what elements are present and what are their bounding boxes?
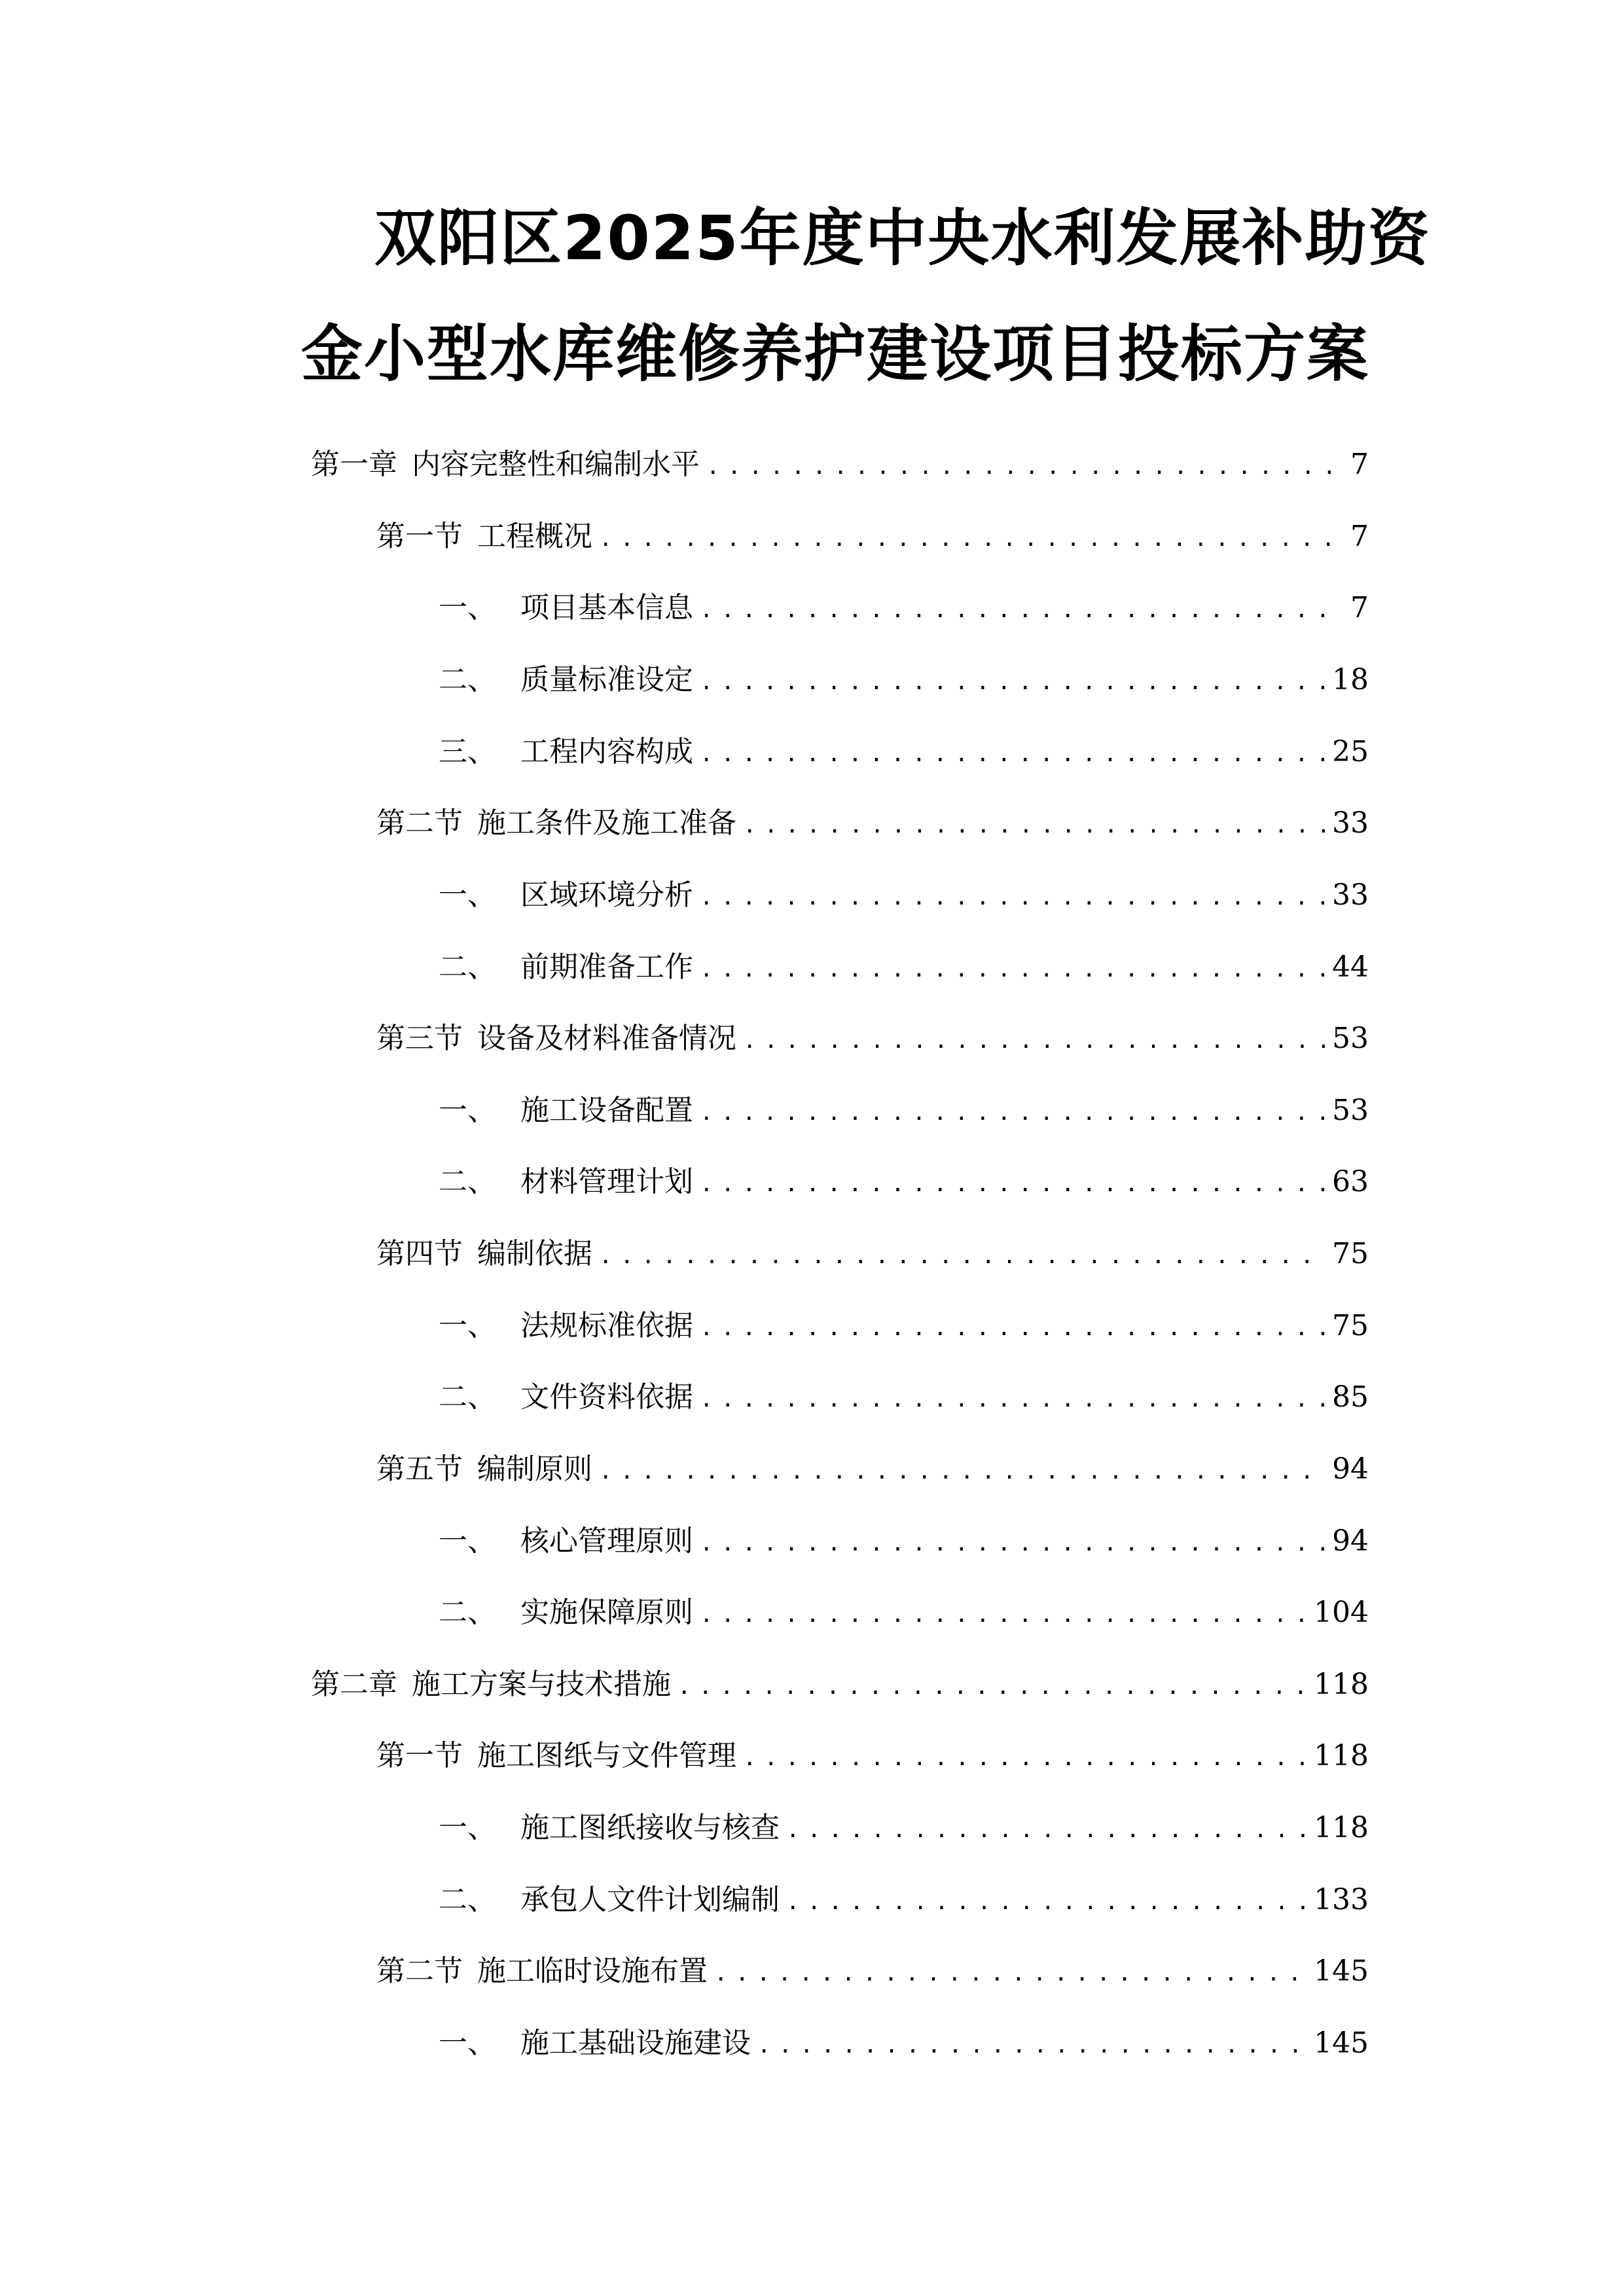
toc-entry-number: 二、 xyxy=(439,1596,496,1629)
document-title-line-1: 双阳区2025年度中央水利发展补助资 xyxy=(374,203,1431,274)
toc-dot-leader xyxy=(706,447,1343,486)
toc-entry-text: 施工图纸接收与核查 xyxy=(520,1811,780,1844)
toc-entry-text: 编制原则 xyxy=(477,1452,592,1486)
toc-entry-subsection[interactable] xyxy=(439,660,1369,700)
toc-entry-text: 实施保障原则 xyxy=(520,1596,693,1629)
document-title-line-2: 金小型水库维修养护建设项目投标方案 xyxy=(301,319,1370,390)
toc-dot-leader xyxy=(786,1810,1307,1850)
toc-dot-leader xyxy=(743,806,1326,845)
toc-entry-subsection[interactable] xyxy=(439,1593,1369,1632)
toc-dot-leader xyxy=(786,1882,1307,1922)
toc-entry-page: 7 xyxy=(1350,520,1369,553)
toc-dot-leader xyxy=(700,1308,1326,1348)
toc-entry-text: 内容完整性和编制水平 xyxy=(412,448,700,481)
toc-dot-leader xyxy=(700,590,1343,630)
toc-entry-page: 94 xyxy=(1332,1524,1369,1558)
toc-entry-page: 118 xyxy=(1314,1668,1369,1701)
toc-entry-number: 一、 xyxy=(439,1811,496,1844)
toc-entry-page: 145 xyxy=(1314,2026,1369,2060)
toc-entry-text: 承包人文件计划编制 xyxy=(520,1883,780,1916)
toc-entry-subsection[interactable] xyxy=(439,588,1369,628)
toc-entry-page: 7 xyxy=(1350,591,1369,624)
toc-entry-text: 核心管理原则 xyxy=(520,1524,693,1558)
toc-dot-leader xyxy=(700,734,1326,774)
toc-entry-section[interactable] xyxy=(376,1952,1369,1991)
toc-entry-text: 施工基础设施建设 xyxy=(520,2026,751,2060)
toc-dot-leader xyxy=(700,950,1326,989)
toc-entry-text: 施工条件及施工准备 xyxy=(477,806,736,840)
toc-entry-chapter[interactable] xyxy=(311,1665,1369,1704)
toc-entry-number: 一、 xyxy=(439,1094,496,1127)
toc-entry-page: 25 xyxy=(1332,735,1369,768)
toc-entry-page: 133 xyxy=(1314,1883,1369,1916)
toc-dot-leader xyxy=(700,1524,1326,1563)
toc-entry-number: 第二节 xyxy=(376,806,463,840)
toc-dot-leader xyxy=(700,662,1326,702)
toc-entry-text: 工程内容构成 xyxy=(520,735,693,768)
toc-entry-number: 第一节 xyxy=(376,520,463,553)
toc-entry-number: 第四节 xyxy=(376,1237,463,1270)
toc-dot-leader xyxy=(700,1093,1326,1132)
toc-entry-page: 75 xyxy=(1332,1309,1369,1342)
toc-entry-number: 第三节 xyxy=(376,1022,463,1055)
toc-entry-page: 118 xyxy=(1314,1739,1369,1772)
toc-entry-subsection[interactable] xyxy=(439,1378,1369,1417)
toc-entry-subsection[interactable] xyxy=(439,732,1369,772)
toc-dot-leader xyxy=(714,1954,1307,1993)
toc-entry-chapter[interactable] xyxy=(311,445,1369,484)
toc-entry-number: 第五节 xyxy=(376,1452,463,1486)
toc-entry-text: 文件资料依据 xyxy=(520,1380,693,1414)
toc-entry-text: 施工方案与技术措施 xyxy=(412,1668,671,1701)
toc-entry-text: 材料管理计划 xyxy=(520,1165,693,1198)
toc-entry-number: 二、 xyxy=(439,1380,496,1414)
toc-entry-number: 第一章 xyxy=(311,448,397,481)
toc-entry-text: 前期准备工作 xyxy=(520,950,693,984)
toc-entry-page: 94 xyxy=(1332,1452,1369,1486)
toc-entry-page: 7 xyxy=(1350,448,1369,481)
toc-dot-leader xyxy=(743,1738,1307,1778)
toc-entry-number: 二、 xyxy=(439,950,496,984)
toc-dot-leader xyxy=(743,1021,1326,1060)
toc-entry-section[interactable] xyxy=(376,1450,1369,1489)
toc-entry-page: 33 xyxy=(1332,878,1369,912)
toc-entry-section[interactable] xyxy=(376,804,1369,843)
toc-entry-text: 法规标准依据 xyxy=(520,1309,693,1342)
toc-entry-subsection[interactable] xyxy=(439,2024,1369,2063)
toc-entry-text: 工程概况 xyxy=(477,520,592,553)
toc-entry-page: 63 xyxy=(1332,1165,1369,1198)
toc-entry-text: 质量标准设定 xyxy=(520,663,693,696)
toc-dot-leader xyxy=(757,2026,1307,2065)
toc-entry-number: 第一节 xyxy=(376,1739,463,1772)
toc-entry-number: 第二节 xyxy=(376,1954,463,1988)
toc-dot-leader xyxy=(677,1667,1307,1706)
toc-entry-number: 第二章 xyxy=(311,1668,397,1701)
toc-entry-number: 二、 xyxy=(439,1165,496,1198)
toc-dot-leader xyxy=(700,1380,1326,1419)
toc-entry-page: 145 xyxy=(1314,1954,1369,1988)
toc-entry-number: 一、 xyxy=(439,1524,496,1558)
toc-entry-text: 区域环境分析 xyxy=(520,878,693,912)
toc-dot-leader xyxy=(700,1164,1326,1204)
toc-entry-page: 44 xyxy=(1332,950,1369,984)
toc-entry-number: 三、 xyxy=(439,735,496,768)
toc-entry-number: 二、 xyxy=(439,663,496,696)
toc-entry-section[interactable] xyxy=(376,1019,1369,1058)
toc-entry-page: 85 xyxy=(1332,1380,1369,1414)
toc-entry-number: 一、 xyxy=(439,591,496,624)
toc-entry-text: 施工设备配置 xyxy=(520,1094,693,1127)
toc-entry-number: 一、 xyxy=(439,878,496,912)
toc-entry-page: 118 xyxy=(1314,1811,1369,1844)
toc-entry-subsection[interactable] xyxy=(439,1880,1369,1920)
toc-entry-subsection[interactable] xyxy=(439,1808,1369,1848)
toc-dot-leader xyxy=(599,1452,1326,1491)
toc-entry-number: 二、 xyxy=(439,1883,496,1916)
toc-entry-text: 设备及材料准备情况 xyxy=(477,1022,736,1055)
toc-entry-subsection[interactable] xyxy=(439,876,1369,915)
toc-entry-subsection[interactable] xyxy=(439,1162,1369,1202)
toc-entry-page: 53 xyxy=(1332,1094,1369,1127)
toc-entry-section[interactable] xyxy=(376,517,1369,556)
toc-entry-text: 编制依据 xyxy=(477,1237,592,1270)
toc-entry-number: 一、 xyxy=(439,2026,496,2060)
toc-entry-subsection[interactable] xyxy=(439,1091,1369,1130)
toc-dot-leader xyxy=(599,1236,1326,1276)
toc-dot-leader xyxy=(599,519,1343,558)
toc-entry-text: 项目基本信息 xyxy=(520,591,693,624)
toc-entry-section[interactable] xyxy=(376,1736,1369,1776)
toc-entry-page: 33 xyxy=(1332,806,1369,840)
toc-entry-subsection[interactable] xyxy=(439,1306,1369,1346)
toc-entry-number: 一、 xyxy=(439,1309,496,1342)
toc-entry-page: 18 xyxy=(1332,663,1369,696)
toc-entry-page: 104 xyxy=(1314,1596,1369,1629)
toc-entry-section[interactable] xyxy=(376,1234,1369,1274)
toc-entry-page: 75 xyxy=(1332,1237,1369,1270)
toc-entry-page: 53 xyxy=(1332,1022,1369,1055)
toc-entry-subsection[interactable] xyxy=(439,948,1369,987)
toc-entry-text: 施工临时设施布置 xyxy=(477,1954,708,1988)
toc-dot-leader xyxy=(700,878,1326,917)
toc-entry-subsection[interactable] xyxy=(439,1522,1369,1561)
toc-dot-leader xyxy=(700,1595,1307,1634)
toc-entry-text: 施工图纸与文件管理 xyxy=(477,1739,736,1772)
